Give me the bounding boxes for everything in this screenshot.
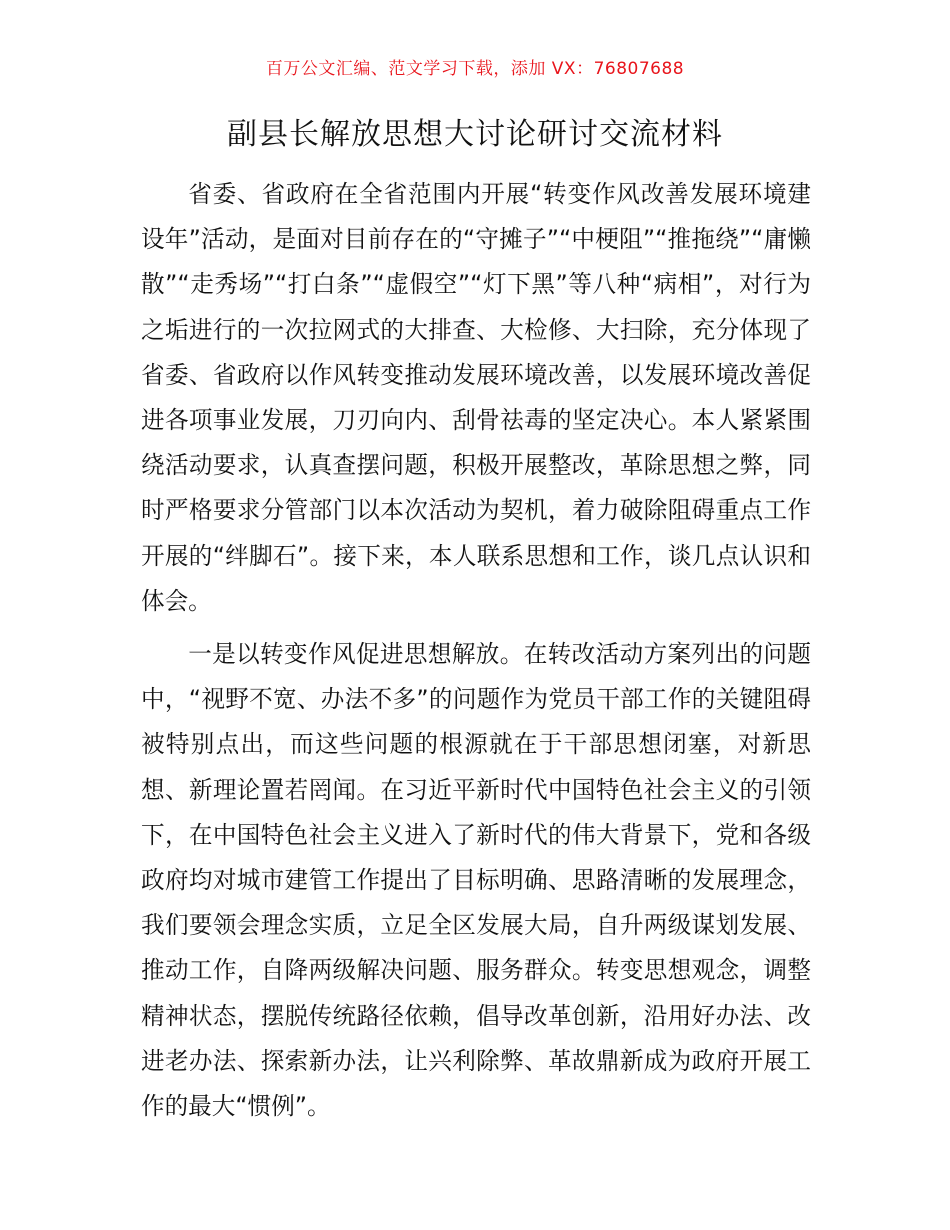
paragraph-intro: 省委、省政府在全省范围内开展“转变作风改善发展环境建设年”活动，是面对目前存在的“守摊子”“中梗阻”“推拖绕”“庸懒散”“走秀场”“打白条”“虚假空”“灯下黑”等八种“病相”，对行为之垢进行的一次拉网式的大排查、大检修、大扫除，充分体现了省委、省政府以作风转变推动发展环境改善，以发展环境改善促进各项事业发展，刀刃向内、刮骨祛毒的坚定决心。本人紧紧围绕活动要求，认真查摆问题，积极开展整改，革除思想之弊，同时严格要求分管部门以本次活动为契机，着力破除阻碍重点工作开展的“绊脚石”。接下来，本人联系思想和工作，谈几点认识和体会。	[141, 180, 811, 615]
paragraph-point-one: 一是以转变作风促进思想解放。在转改活动方案列出的问题中，“视野不宽、办法不多”的问题作为党员干部工作的关键阻碍被特别点出，而这些问题的根源就在于干部思想闭塞，对新思想、新理论置若罔闻。在习近平新时代中国特色社会主义的引领下，在中国特色社会主义进入了新时代的伟大背景下，党和各级政府均对城市建管工作提出了目标明确、思路清晰的发展理念，我们要领会理念实质，立足全区发展大局，自升两级谋划发展、推动工作，自降两级解决问题、服务群众。转变思想观念，调整精神状态，摆脱传统路径依赖，倡导改革创新，沿用好办法、改进老办法、探索新办法，让兴利除弊、革故鼎新成为政府开展工作的最大“惯例”。	[141, 640, 811, 1121]
header-watermark: 百万公文汇编、范文学习下载，添加 VX：76807688	[265, 59, 685, 79]
document-title: 副县长解放思想大讨论研讨交流材料	[227, 117, 723, 152]
document-body	[141, 172, 811, 1129]
